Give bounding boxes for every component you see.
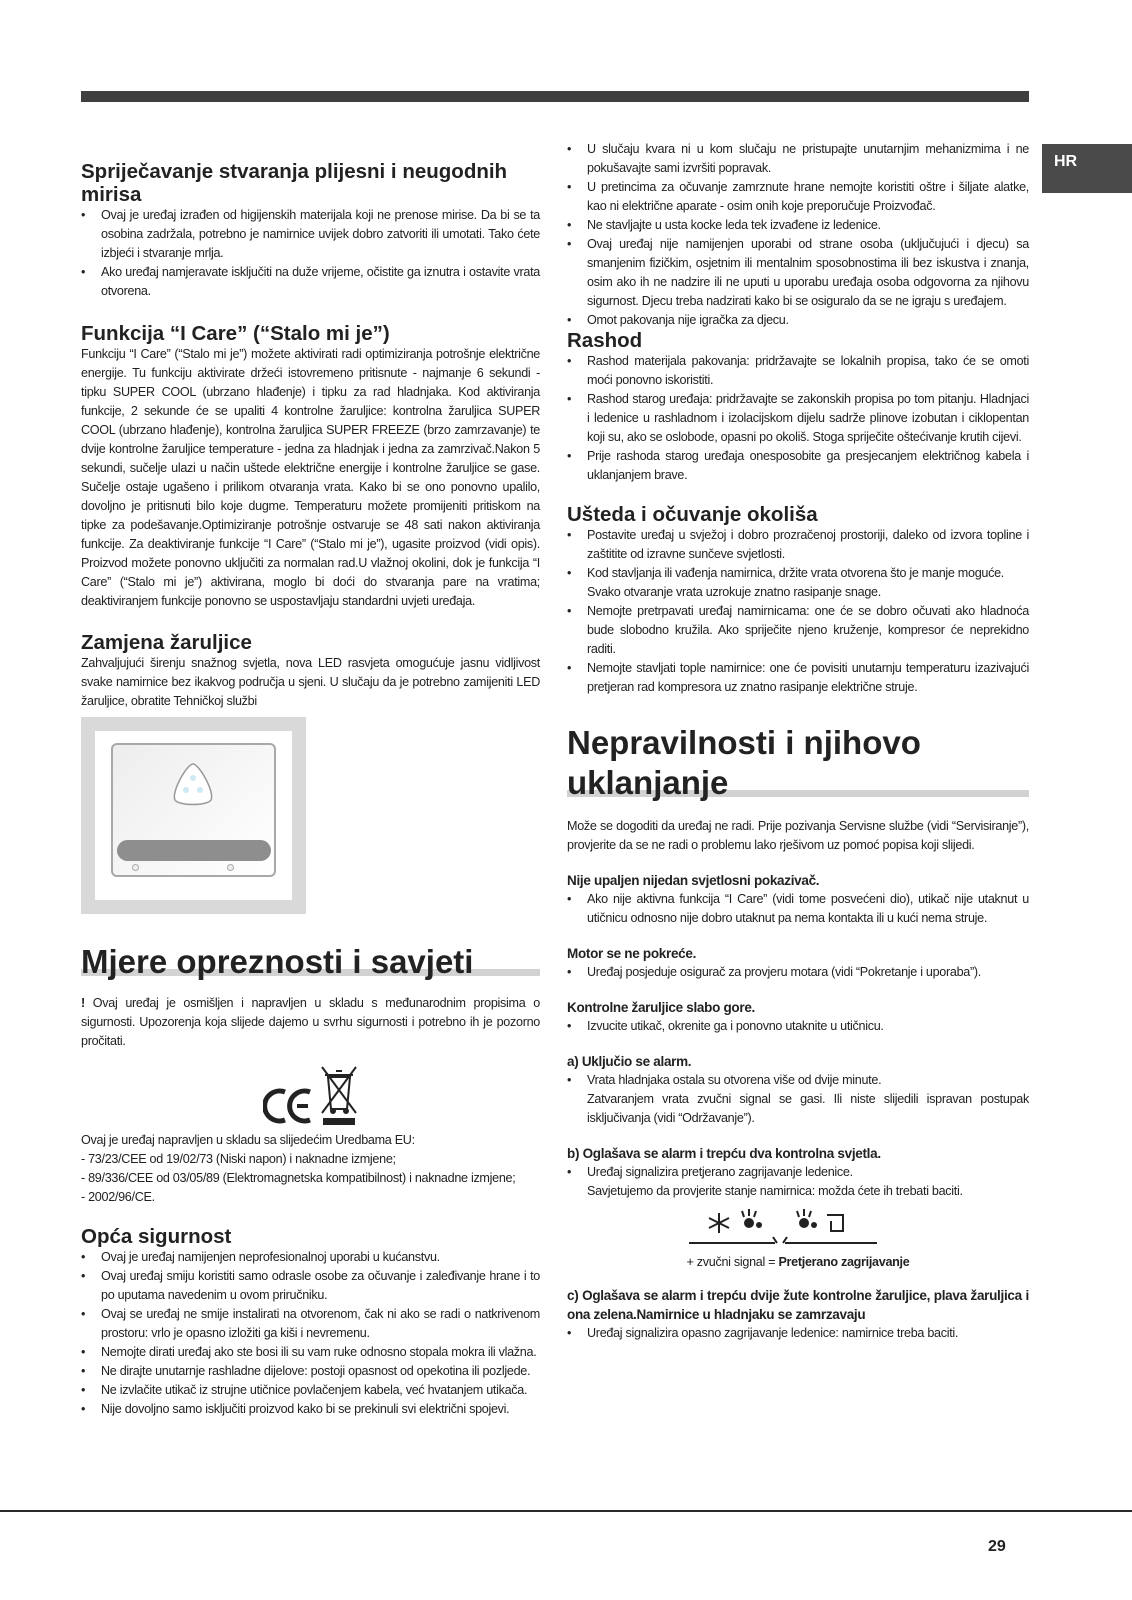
problem-title: Nije upaljen nijedan svjetlosni pokazivač.	[567, 873, 820, 888]
bottom-rule	[0, 1510, 1132, 1512]
left-column	[81, 140, 540, 1419]
ce-mark-icon	[263, 1087, 313, 1125]
regulation-line: - 89/336/CEE od 03/05/89 (Elektromagnetska kompatibilnost) i naknadne izmjene;	[81, 1171, 516, 1185]
list-item: • Ovaj uređaj smiju koristiti samo odrasle osobe za očuvanje i zaleđivanje hrane i to po uputama navedenim u ovom priručniku.	[81, 1267, 540, 1305]
led-light-icon	[169, 762, 217, 806]
safety-heading: Opća sigurnost	[81, 1225, 232, 1248]
led-figure	[81, 717, 306, 914]
control-panel	[111, 743, 276, 877]
environment-list	[567, 526, 1029, 583]
alarm-lights-icon	[687, 1201, 887, 1247]
safety-continued-list	[567, 140, 1029, 330]
list-item: • U pretincima za očuvanje zamrznute hrane nemojte koristiti oštre i šiljate alatke, kao ni električne aparate - osim onih koje preporučuje Proizvođač.	[567, 178, 1029, 216]
list-item: • Nemojte stavljati tople namirnice: one će povisiti unutarnju temperaturu izazivajući pretjeran rad kompresora uz znatno rasipanje električne struje.	[567, 659, 1029, 697]
list-item: • Vrata hladnjaka ostala su otvorena više od dvije minute.	[567, 1071, 1029, 1090]
panel-screw	[227, 864, 234, 871]
panel-screw	[132, 864, 139, 871]
list-item: • Uređaj signalizira pretjerano zagrijavanje ledenice.	[567, 1163, 1029, 1182]
problem-note: Savjetujemo da provjerite stanje namirnica: možda ćete ih trebati baciti.	[587, 1184, 963, 1198]
right-column	[567, 140, 1029, 1343]
list-item: • Kod stavljanja ili vađenja namirnica, držite vrata otvorena što je manje moguće.	[567, 564, 1029, 583]
list-item: • Ne stavljajte u usta kocke leda tek izvađene iz ledenice.	[567, 216, 1029, 235]
panel-bar	[117, 840, 271, 861]
regulation-line: - 73/23/CEE od 19/02/73 (Niski napon) i naknadne izmjene;	[81, 1152, 396, 1166]
environment-heading: Ušteda i očuvanje okoliša	[567, 503, 818, 526]
list-item: • Nije dovoljno samo isključiti proizvod kako bi se prekinuli svi električni spojevi.	[81, 1400, 540, 1419]
alarm-lights-figure	[567, 1201, 1029, 1247]
list-item: • Ne dirajte unutarnje rashladne dijelove: postoji opasnost od opekotina ili pozljede.	[81, 1362, 540, 1381]
conformity-marks	[81, 1061, 540, 1125]
warning-mark: !	[81, 996, 85, 1010]
regulation-line: - 2002/96/CE.	[81, 1190, 155, 1204]
precautions-title-block	[81, 942, 540, 980]
list-item: • Postavite uređaj u svježoj i dobro prozračenoj prostoriji, daleko od izvora topline i zaštitite od izravne sunčeve svjetlosti.	[567, 526, 1029, 564]
list-item: • Ovaj uređaj nije namijenjen uporabi od strane osoba (uključujući i djecu) sa smanjenim fizičkim, osjetnim ili mentalnim sposobnostima ili bez iskustva i znanja, osim ako ih ne nadzire ili ne uputi u uporabu uređaja osoba odgovorna za njihovu sigurnost. Djecu treba nadzirati kako bi se osiguralo da se ne igraju s uređajem.	[567, 235, 1029, 311]
list-item: • Ovaj je uređaj namijenjen neprofesionalnoj uporabi u kućanstvu.	[81, 1248, 540, 1267]
weee-bin-icon	[319, 1063, 359, 1125]
mould-list	[81, 206, 540, 301]
language-tab: HR	[1042, 144, 1132, 193]
disposal-list	[567, 352, 1029, 485]
problem-title: Kontrolne žaruljice slabo gore.	[567, 1000, 755, 1015]
top-rule	[81, 91, 1029, 102]
environment-note: Svako otvaranje vrata uzrokuje znatno rasipanje snage.	[587, 585, 881, 599]
signal-legend: + zvučni signal = Pretjerano zagrijavanje	[686, 1255, 910, 1269]
problem-title: a) Uključio se alarm.	[567, 1054, 692, 1069]
list-item: • Ovaj je uređaj izrađen od higijenskih materijala koji ne prenose mirise. Da bi se ta osobina zadržala, potrebno je namirnice uvijek dobro zatvoriti ili umotati. Tako ćete izbjeći i stvaranje mrlja.	[81, 206, 540, 263]
list-item: • Uređaj posjeduje osigurač za provjeru motara (vidi “Pokretanje i uporaba”).	[567, 963, 1029, 982]
mould-heading: Spriječavanje stvaranja plijesni i neugodnih mirisa	[81, 160, 508, 206]
disposal-heading: Rashod	[567, 329, 643, 352]
list-item: • Prije rashoda starog uređaja onesposobite ga presjecanjem električnog kabela i uklanjanjem brave.	[567, 447, 1029, 485]
icare-heading: Funkcija “I Care” (“Stalo mi je”)	[81, 322, 390, 345]
precautions-intro: ! Ovaj uređaj je osmišljen i napravljen u skladu s međunarodnim propisima o sigurnosti. Upozorenja koja slijede dajemo u svrhu sigurnosti i potrebno ih je pozorno pročitati.	[81, 996, 540, 1048]
list-item: • Rashod starog uređaja: pridržavajte se zakonskih propisa po tom pitanju. Hladnjaci i ledenice u rashladnom i izolacijskom dijelu sadrže plinove izobutan i ciklopentan koji su, ako se oslobode, opasni po okoliš. Stoga spriječite oštećivanje krutih cijevi.	[567, 390, 1029, 447]
trouble-title-block	[567, 723, 1029, 801]
problem-title: c) Oglašava se alarm i trepću dvije žute kontrolne žaruljice, plava žaruljica i ona zelena.Namirnice u hladnjaku se zamrzavaju	[567, 1288, 1029, 1322]
list-item: • Uređaj signalizira opasno zagrijavanje ledenice: namirnice treba baciti.	[567, 1324, 1029, 1343]
list-item: • Ovaj se uređaj ne smije instalirati na otvorenom, čak ni ako se radi o natkrivenom prostoru: vrlo je opasno izložiti ga kiši i nevremenu.	[81, 1305, 540, 1343]
trouble-title-line: uklanjanje	[567, 764, 729, 801]
problem-title: b) Oglašava se alarm i trepću dva kontrolna svjetla.	[567, 1146, 881, 1161]
precautions-title: Mjere opreznosti i savjeti	[81, 943, 474, 980]
problem-title: Motor se ne pokreće.	[567, 946, 697, 961]
list-item: • Nemojte dirati uređaj ako ste bosi ili su vam ruke odnosno stopala mokra ili vlažna.	[81, 1343, 540, 1362]
problem-note: Zatvaranjem vrata zvučni signal se gasi. Ili niste slijedili ispravan postupak isključivanja (vidi “Održavanje”).	[587, 1092, 1029, 1125]
page-number: 29	[988, 1538, 1006, 1555]
list-item: • Nemojte pretrpavati uređaj namirnicama: one će se dobro očuvati ako hladnoća bude slobodno kružila. Ako spriječite njeno kruženje, kompresor će neprekidno raditi.	[567, 602, 1029, 659]
list-item: • Ne izvlačite utikač iz strujne utičnice povlačenjem kabela, već hvatanjem utikača.	[81, 1381, 540, 1400]
icare-text: Funkciju “I Care” (“Stalo mi je”) možete aktivirati radi optimiziranja potrošnje električne energije. Tu funkciju aktivirate držeći istovremeno pritisnute - najmanje 6 sekundi - tipku SUPER COOL (ubrzano hlađenje) i tipku za rad hladnjaka. Kod aktiviranja funkcije, 2 sekunde će se upaliti 4 kontrolne žaruljice: kontrolna žaruljica SUPER COOL (ubrzano hlađenje), kontrolna žaruljica SUPER FREEZE (brzo zamrzavanje) te dvije kontrolne žaruljice temperature - jedna za hladnjak i jedna za zamrzivač.Nakon 5 sekundi, sučelje ulazi u način uštede električne energije i kontrolne žaruljice se gase. Sučelje ostaje ugašeno i prilikom otvaranja vrata. Kako bi se ono ponovno upalilo, dovoljno je pritisnuti bilo koje dugme. Temperaturu možete promijeniti pritiskom na tipke za podešavanje.Optimiziranje potrošnje ostvaruje se 48 sati nakon aktiviranja funkcije. Za deaktiviranje funkcije “I Care” (“Stalo mi je”), ugasite proizvod (vidi opis). Proizvod možete ponovno uključiti za normalan rad.U vlažnoj okolini, dok je funkcija “I Care” (“Stalo mi je”) aktivirana, moglo bi doći do stvaranja pare na vratima; deaktiviranjem funkcije ponovno se uspostavljaju standardni uvjeti uređaja.	[81, 347, 540, 608]
list-item: • Rashod materijala pakovanja: pridržavajte se lokalnih propisa, tako će se omoti moći ponovno iskoristiti.	[567, 352, 1029, 390]
safety-list	[81, 1248, 540, 1419]
bulb-text: Zahvaljujući širenju snažnog svjetla, nova LED rasvjeta omogućuje jasnu vidljivost svake namirnice bez ikakvog područja u sjeni. U slučaju da je potrebno zamijeniti LED žaruljice, obratite Tehničkoj službi	[81, 656, 540, 708]
trouble-title-line: Nepravilnosti i njihovo	[567, 724, 921, 761]
list-item: • Izvucite utikač, okrenite ga i ponovno utaknite u utičnicu.	[567, 1017, 1029, 1036]
trouble-intro: Može se dogoditi da uređaj ne radi. Prije pozivanja Servisne službe (vidi “Servisiranje”), provjerite da se ne radi o problemu lako rješivom uz pomoć popisa koji slijedi.	[567, 819, 1029, 852]
regulations-intro: Ovaj je uređaj napravljen u skladu sa slijedećim Uredbama EU:	[81, 1133, 415, 1147]
list-item: • U slučaju kvara ni u kom slučaju ne pristupajte unutarnjim mehanizmima i ne pokušavajte sami izvršiti popravak.	[567, 140, 1029, 178]
list-item: • Ako nije aktivna funkcija “I Care” (vidi tome posvećeni dio), utikač nije utaknut u utičnicu odnosno nije dobro utaknut pa nema kontakta ili u kući nema struje.	[567, 890, 1029, 928]
bulb-heading: Zamjena žaruljice	[81, 631, 252, 654]
list-item: • Omot pakovanja nije igračka za djecu.	[567, 311, 1029, 330]
list-item: • Ako uređaj namjeravate isključiti na duže vrijeme, očistite ga iznutra i ostavite vrata otvorena.	[81, 263, 540, 301]
